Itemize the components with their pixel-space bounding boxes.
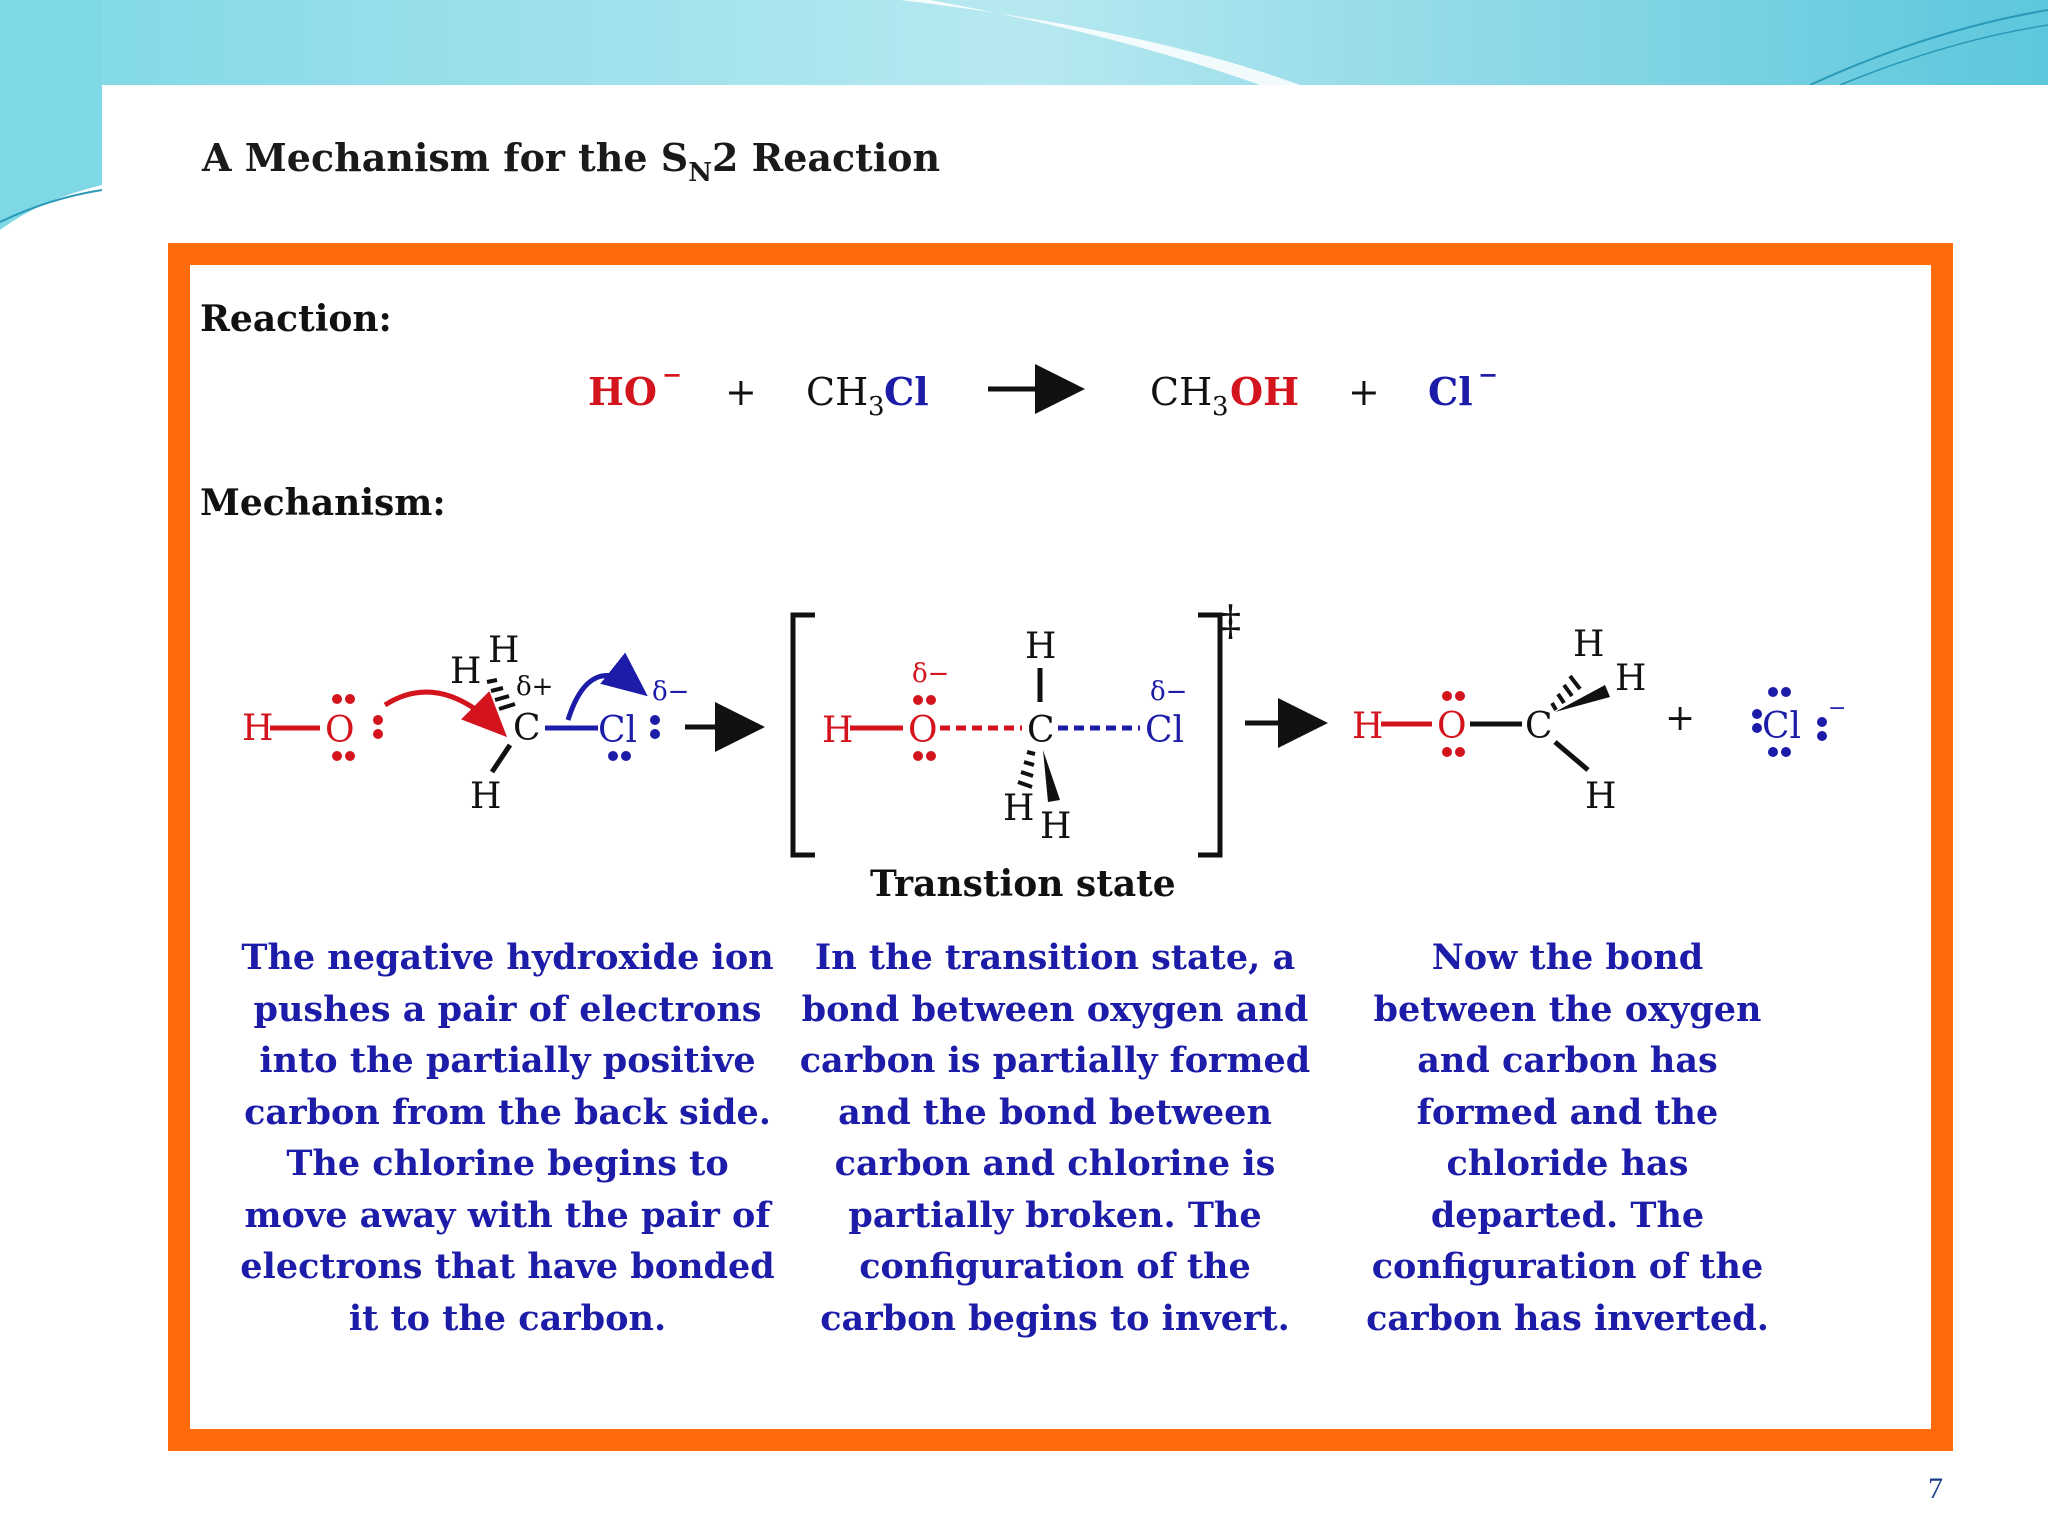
plus-1: + [725,370,757,414]
reaction-label: Reaction: [200,298,392,340]
product-chloride-charge: − [1478,360,1499,389]
page-number: 7 [1928,1472,1943,1505]
product-h-top: H [1573,624,1605,665]
ts-h-top: H [1025,626,1057,667]
product-plus: + [1665,698,1696,739]
ts-h-bottom-left: H [1003,788,1035,829]
reactant-ch3-sub: 3 [868,392,885,422]
step1-c-h-bond [492,745,510,772]
product-cl-charge: − [1828,696,1847,721]
plus-2: + [1348,370,1380,414]
product-oh: OH [1230,369,1300,414]
product-c: C [1525,706,1553,747]
ts-h: H [822,710,854,751]
step1-h-bottom: H [470,776,502,817]
product-c-h-bond [1555,742,1588,770]
product-h: H [1352,706,1384,747]
ts-cl: Cl [1145,710,1185,751]
reactant-hydroxide: HO [588,369,658,414]
product-ch3-sub: 3 [1212,392,1229,422]
ts-h-bottom: H [1040,806,1072,847]
step1-h-top-left: H [450,651,482,692]
mechanism-reactants [242,630,755,817]
description-transition: In the transition state, a bond between oxygen and carbon is partially formed and the bond between carbon and chlorine is partially broken. The configuration of the carbon begins to invert. [799,937,1311,1339]
transition-state [793,596,1241,855]
step1-cl: Cl [598,710,638,751]
ts-hash-bond [1018,752,1035,787]
ts-o: O [908,710,938,751]
product-chloride: Cl [1428,369,1473,414]
step1-o: O [325,710,355,751]
reactant-hydroxide-charge: − [662,360,683,389]
transition-state-label: Transtion state [870,863,1176,905]
step1-delta-minus: δ− [652,677,690,707]
title-end: 2 Reaction [711,135,941,180]
title-main: A Mechanism for the S [202,135,689,180]
reactant-ch3-prefix: CH [806,370,869,414]
product-cl-ion: Cl [1762,706,1802,747]
ts-bracket-right [1198,615,1220,855]
ts-c: C [1027,710,1055,751]
step1-c: C [513,708,541,749]
nucleophile-attack-arrow [385,692,500,730]
title-subscript: N [688,158,712,188]
step1-h-top: H [488,630,520,671]
ts-delta-minus-o: δ− [912,659,950,689]
reactant-cl: Cl [884,369,929,414]
ts-delta-minus-cl: δ− [1150,677,1188,707]
ts-bracket-left [793,615,815,855]
product-ch3-prefix: CH [1150,370,1213,414]
step1-h: H [242,708,274,749]
ts-double-dagger: ‡ [1220,596,1241,645]
product-o: O [1437,706,1467,747]
mechanism-products [1245,624,1846,817]
reaction-equation [588,360,1498,422]
description-products: Now the bond between the oxygen and carbon has formed and the chloride has departed. The configuration of the carbon has inverted. [1366,937,1769,1339]
step1-delta-plus: δ+ [516,672,554,702]
ts-wedge-bond [1043,750,1060,802]
product-h-right: H [1615,658,1647,699]
step1-hash-bond [487,680,515,709]
product-h-bottom: H [1585,776,1617,817]
description-step1: The negative hydroxide ion pushes a pair of electrons into the partially positive carbon from the back side. The chlorine begins to move away with the pair of electrons that have bonded it to the carbon. [240,937,775,1339]
mechanism-label: Mechanism: [200,482,446,524]
